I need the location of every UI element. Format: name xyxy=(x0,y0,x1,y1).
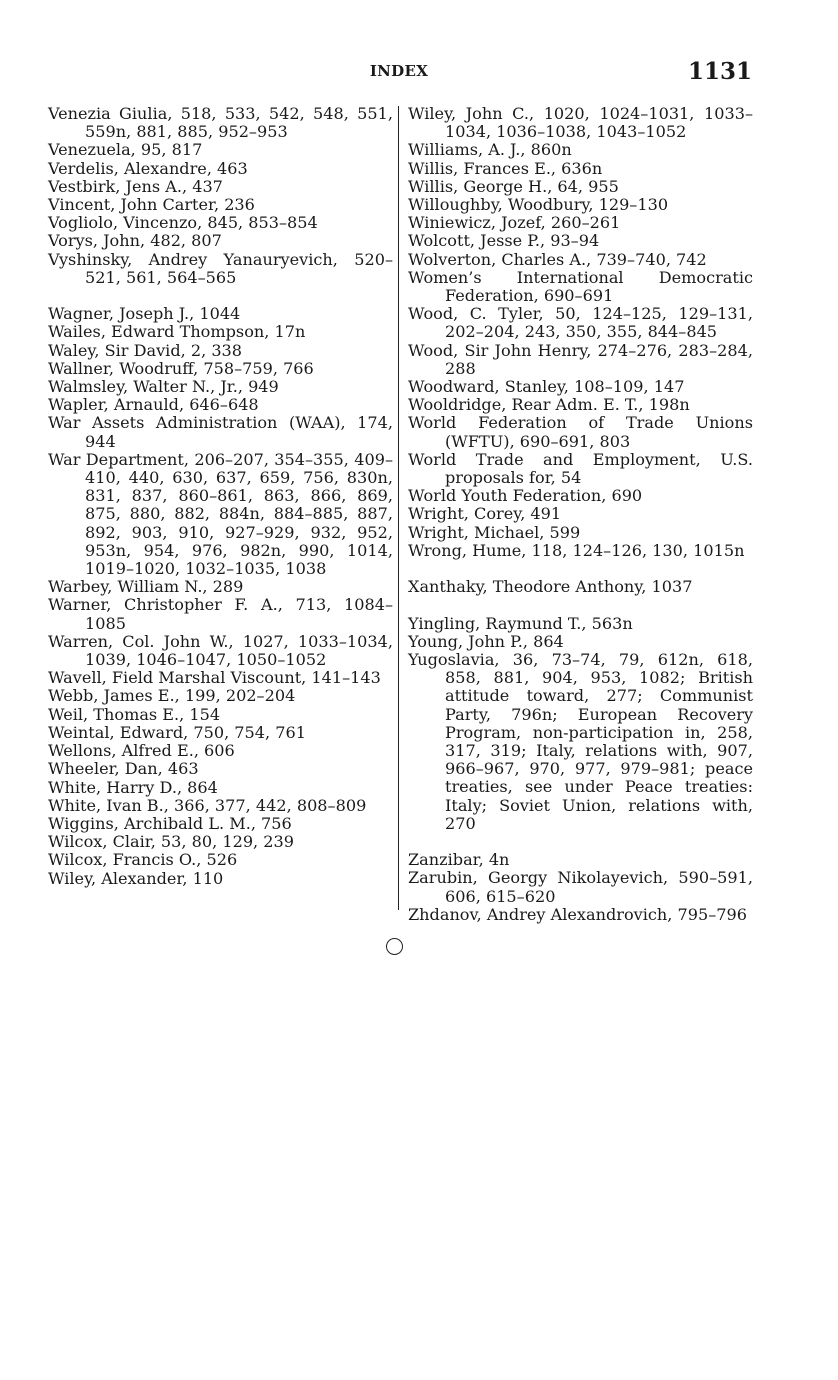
index-entry: Wheeler, Dan, 463 xyxy=(48,759,199,779)
index-entry: Wright, Michael, 599 xyxy=(408,522,581,542)
index-entry: Wolcott, Jesse P., 93–94 xyxy=(408,231,600,251)
index-gap xyxy=(408,596,753,614)
circle-mark-icon xyxy=(386,938,403,955)
index-entry: Zarubin, Georgy Nikolayevich, 590–591, 606, 615–620 xyxy=(408,868,753,906)
index-entry: Willoughby, Woodbury, 129–130 xyxy=(408,195,669,215)
index-entry: Wallner, Woodruff, 758–759, 766 xyxy=(48,358,314,378)
index-entry: Willis, Frances E., 636n xyxy=(408,158,603,178)
index-entry: Winiewicz, Jozef, 260–261 xyxy=(408,213,621,233)
index-entry: Warbey, William N., 289 xyxy=(48,577,244,597)
index-column-left xyxy=(48,105,393,888)
index-entry: Venezuela, 95, 817 xyxy=(48,140,203,160)
index-gap xyxy=(408,560,753,578)
index-entry: Wiggins, Archibald L. M., 756 xyxy=(48,813,292,833)
index-entry: Wagner, Joseph J., 1044 xyxy=(48,304,241,324)
index-entry: Vogliolo, Vincenzo, 845, 853–854 xyxy=(48,213,318,233)
index-entry: Wiley, Alexander, 110 xyxy=(48,868,224,888)
index-entry: World Trade and Employment, U.S. proposals for, 54 xyxy=(408,449,753,488)
index-entry: Williams, A. J., 860n xyxy=(408,140,572,160)
index-entry: Yingling, Raymund T., 563n xyxy=(408,613,633,633)
page-number: 1131 xyxy=(687,58,752,85)
index-entry: Zanzibar, 4n xyxy=(408,850,510,870)
page-title: INDEX xyxy=(369,62,429,80)
index-entry: Wolverton, Charles A., 739–740, 742 xyxy=(408,249,707,269)
index-entry: Weintal, Edward, 750, 754, 761 xyxy=(48,722,306,742)
index-entry: Young, John P., 864 xyxy=(408,631,564,651)
index-entry: Warner, Christopher F. A., 713, 1084–1085 xyxy=(48,595,393,633)
index-entry: Wood, Sir John Henry, 274–276, 283–284, 288 xyxy=(408,340,753,378)
index-entry: Wooldridge, Rear Adm. E. T., 198n xyxy=(408,395,690,415)
index-entry: Warren, Col. John W., 1027, 1033–1034, 1039, 1046–1047, 1050–1052 xyxy=(48,631,393,670)
index-entry: Vincent, John Carter, 236 xyxy=(48,195,255,215)
index-entry: White, Ivan B., 366, 377, 442, 808–809 xyxy=(48,795,367,815)
index-entry: Venezia Giulia, 518, 533, 542, 548, 551, 559n, 881, 885, 952–953 xyxy=(48,104,393,142)
index-entry: Waley, Sir David, 2, 338 xyxy=(48,340,243,360)
index-entry: Wilcox, Francis O., 526 xyxy=(48,850,238,870)
index-entry: Vorys, John, 482, 807 xyxy=(48,231,222,251)
index-entry: Vyshinsky, Andrey Yanauryevich, 520–521, 561, 564–565 xyxy=(48,249,393,287)
index-entry: Wrong, Hume, 118, 124–126, 130, 1015n xyxy=(408,540,745,560)
index-entry: Woodward, Stanley, 108–109, 147 xyxy=(408,377,685,397)
index-entry: Wilcox, Clair, 53, 80, 129, 239 xyxy=(48,832,295,852)
index-entry: Women’s International Democratic Federation, 690–691 xyxy=(408,267,753,306)
index-entry: Wapler, Arnauld, 646–648 xyxy=(48,395,259,415)
index-entry: Webb, James E., 199, 202–204 xyxy=(48,686,296,706)
index-entry: Wright, Corey, 491 xyxy=(408,504,562,524)
index-entry: World Federation of Trade Unions (WFTU), 690–691, 803 xyxy=(408,413,753,451)
page-header xyxy=(46,58,752,88)
index-entry: Wellons, Alfred E., 606 xyxy=(48,741,235,761)
index-entry: Xanthaky, Theodore Anthony, 1037 xyxy=(408,577,693,597)
index-entry: War Assets Administration (WAA), 174, 944 xyxy=(48,413,393,451)
index-entry: Walmsley, Walter N., Jr., 949 xyxy=(48,377,279,397)
index-entry: War Department, 206–207, 354–355, 409–410, 440, 630, 637, 659, 756, 830n, 831, 837, 860–861, 863, 866, 869, 875, 880, 882, 884n, 884–885, 887, 892, 903, 910, 927–929, 932, 952, 953n, 954, 976, 982n, 990, 1014, 1019–1020, 1032–1035, 1038 xyxy=(48,449,393,579)
index-entry: White, Harry D., 864 xyxy=(48,777,218,797)
index-entry: World Youth Federation, 690 xyxy=(408,486,643,506)
index-entry: Wavell, Field Marshal Viscount, 141–143 xyxy=(48,668,381,688)
index-entry: Vestbirk, Jens A., 437 xyxy=(48,176,223,196)
index-entry: Wailes, Edward Thompson, 17n xyxy=(48,322,306,342)
index-entry: Verdelis, Alexandre, 463 xyxy=(48,158,248,178)
index-column-right xyxy=(408,105,753,924)
index-gap xyxy=(48,287,393,305)
index-gap xyxy=(408,833,753,851)
index-entry: Weil, Thomas E., 154 xyxy=(48,704,221,724)
index-entry: Willis, George H., 64, 955 xyxy=(408,176,619,196)
index-entry: Wood, C. Tyler, 50, 124–125, 129–131, 202–204, 243, 350, 355, 844–845 xyxy=(408,304,753,342)
column-divider xyxy=(398,106,399,910)
index-entry: Zhdanov, Andrey Alexandrovich, 795–796 xyxy=(408,904,747,924)
index-entry: Wiley, John C., 1020, 1024–1031, 1033–1034, 1036–1038, 1043–1052 xyxy=(408,104,753,142)
index-entry: Yugoslavia, 36, 73–74, 79, 612n, 618, 858, 881, 904, 953, 1082; British attitude toward, 277; Communist Party, 796n; European Recovery Program, non-participation in, 258, 317, 319; Italy, relations with, 907, 966–967, 970, 977, 979–981; peace treaties, see under Peace treaties: Italy; Soviet Union, relations with, 270 xyxy=(408,650,753,833)
